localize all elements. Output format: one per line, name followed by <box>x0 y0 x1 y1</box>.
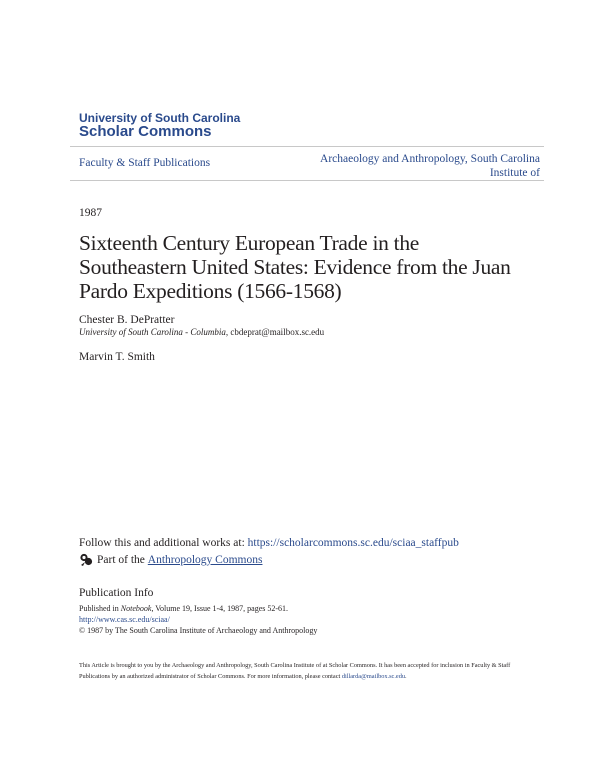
published-suffix: , Volume 19, Issue 1-4, 1987, pages 52-61. <box>151 604 289 613</box>
header-divider-top <box>70 146 544 147</box>
publication-url-link[interactable]: http://www.cas.sc.edu/sciaa/ <box>79 615 170 624</box>
department-line-1: Archaeology and Anthropology, South Carolina <box>320 153 540 165</box>
part-of-line <box>79 553 262 567</box>
contact-email-link[interactable]: dillarda@mailbox.sc.edu <box>341 673 405 680</box>
collection-link[interactable]: Faculty & Staff Publications <box>79 157 211 169</box>
anthropology-commons-link[interactable]: Anthropology Commons <box>147 554 263 566</box>
follow-label: Follow this and additional works at: <box>79 537 248 549</box>
article-title: Sixteenth Century European Trade in the Southeastern United States: Evidence from the Juan Pardo Expeditions (1566-1568) <box>79 231 511 303</box>
institution-name[interactable]: University of South Carolina <box>79 111 241 125</box>
author-2-name: Marvin T. Smith <box>79 351 155 363</box>
author-1-name: Chester B. DePratter <box>79 314 175 326</box>
publication-year: 1987 <box>79 207 102 219</box>
header-divider-bottom <box>70 180 544 181</box>
published-prefix: Published in <box>79 604 121 613</box>
notice-text: This Article is brought to you by the Archaeology and Anthropology, South Carolina Institute of at Scholar Commons. It has been accepted for inclusion in Faculty & Staff Publications by an authorized administrator of Scholar Commons. For more information, please contact <box>79 662 511 680</box>
part-of-label: Part of the <box>97 554 145 566</box>
author-1-email[interactable]: , cbdeprat@mailbox.sc.edu <box>225 327 325 337</box>
journal-name: Notebook <box>120 604 152 613</box>
follow-line <box>79 537 459 549</box>
repository-notice <box>79 660 519 682</box>
notice-end: . <box>405 673 407 680</box>
publication-info-heading: Publication Info <box>79 587 154 599</box>
department-link[interactable] <box>300 152 540 180</box>
follow-url-link[interactable]: https://scholarcommons.sc.edu/sciaa_staffpub <box>247 537 459 549</box>
network-commons-icon <box>79 553 93 567</box>
publication-citation <box>79 604 288 613</box>
repository-name[interactable]: Scholar Commons <box>79 123 212 140</box>
copyright-notice: © 1987 by The South Carolina Institute of Archaeology and Anthropology <box>79 626 318 635</box>
affiliation-institution: University of South Carolina - Columbia <box>79 327 226 337</box>
department-line-2: Institute of <box>489 167 540 179</box>
author-1-affiliation <box>79 327 324 337</box>
